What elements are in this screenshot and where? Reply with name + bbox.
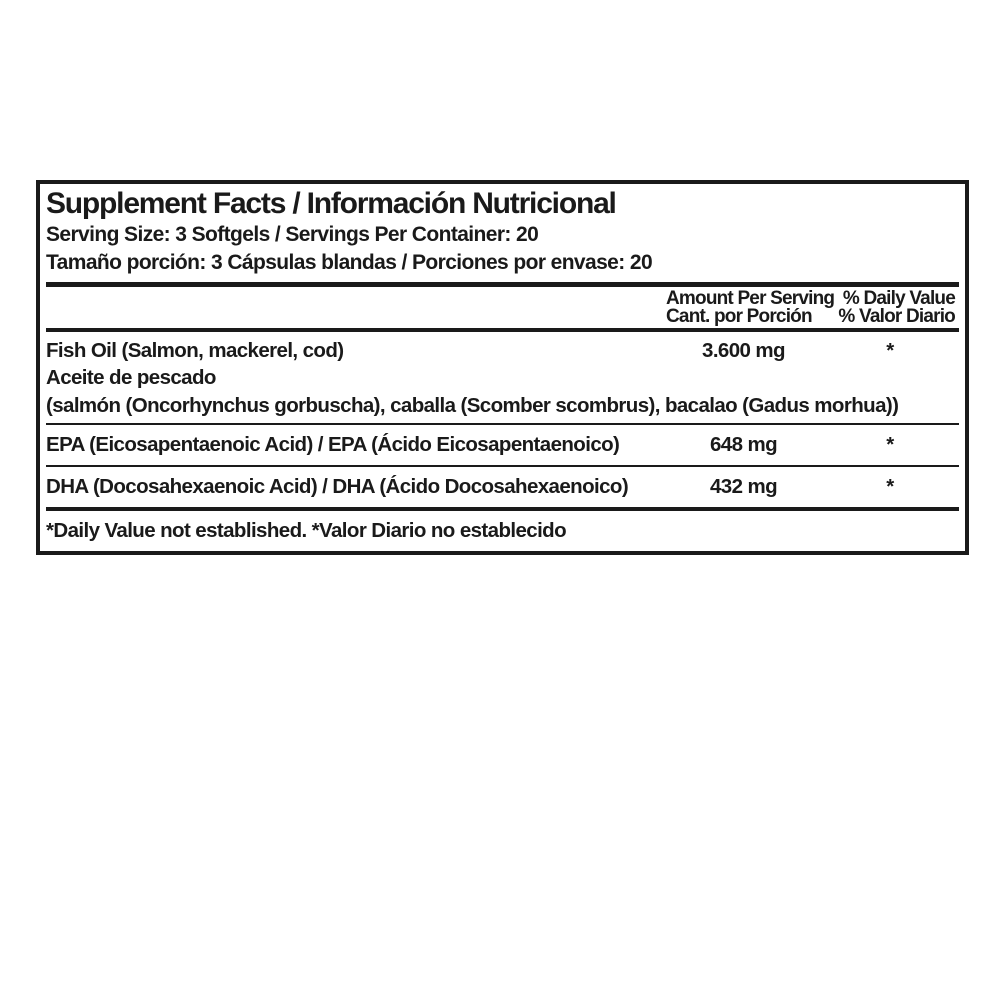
nutrient-daily-value: * (886, 433, 894, 456)
nutrient-name-es-detail: (salmón (Oncorhynchus gorbuscha), caballa (Scomber scombrus), bacalao (Gadus morhua)) (46, 394, 899, 417)
nutrient-name-es: Aceite de pescado (46, 366, 216, 389)
panel-title: Supplement Facts / Información Nutricional (46, 187, 616, 220)
amount-header-en: Amount Per Serving (666, 288, 835, 309)
nutrient-name: Fish Oil (Salmon, mackerel, cod) (46, 339, 344, 362)
dv-header-en: % Daily Value (842, 288, 955, 309)
nutrient-row-epa (46, 425, 959, 465)
column-header-row (46, 287, 959, 328)
serving-size-en: Serving Size: 3 Softgels / Servings Per Container: 20 (46, 223, 539, 246)
nutrient-amount: 432 mg (709, 475, 778, 498)
nutrient-daily-value: * (886, 475, 894, 498)
nutrient-row-fish-oil (46, 332, 959, 423)
nutrient-row-dha (46, 467, 959, 507)
nutrient-name: DHA (Docosahexaenoic Acid) / DHA (Ácido Docosahexaenoico) (46, 475, 629, 498)
serving-size-es: Tamaño porción: 3 Cápsulas blandas / Porciones por envase: 20 (46, 251, 653, 274)
fish-oil-main-line (46, 332, 959, 364)
supplement-facts-panel (36, 180, 969, 555)
nutrient-daily-value: * (886, 339, 894, 362)
footnote: *Daily Value not established. *Valor Diario no establecido (46, 519, 567, 542)
amount-header-es: Cant. por Porción (666, 306, 812, 327)
nutrient-amount: 648 mg (709, 433, 778, 456)
nutrient-amount: 3.600 mg (702, 339, 785, 362)
nutrient-name: EPA (Eicosapentaenoic Acid) / EPA (Ácido Eicosapentaenoico) (46, 433, 620, 456)
dv-header-es: % Valor Diario (838, 306, 955, 327)
amount-column-header (666, 288, 835, 327)
daily-value-column-header (821, 290, 959, 326)
